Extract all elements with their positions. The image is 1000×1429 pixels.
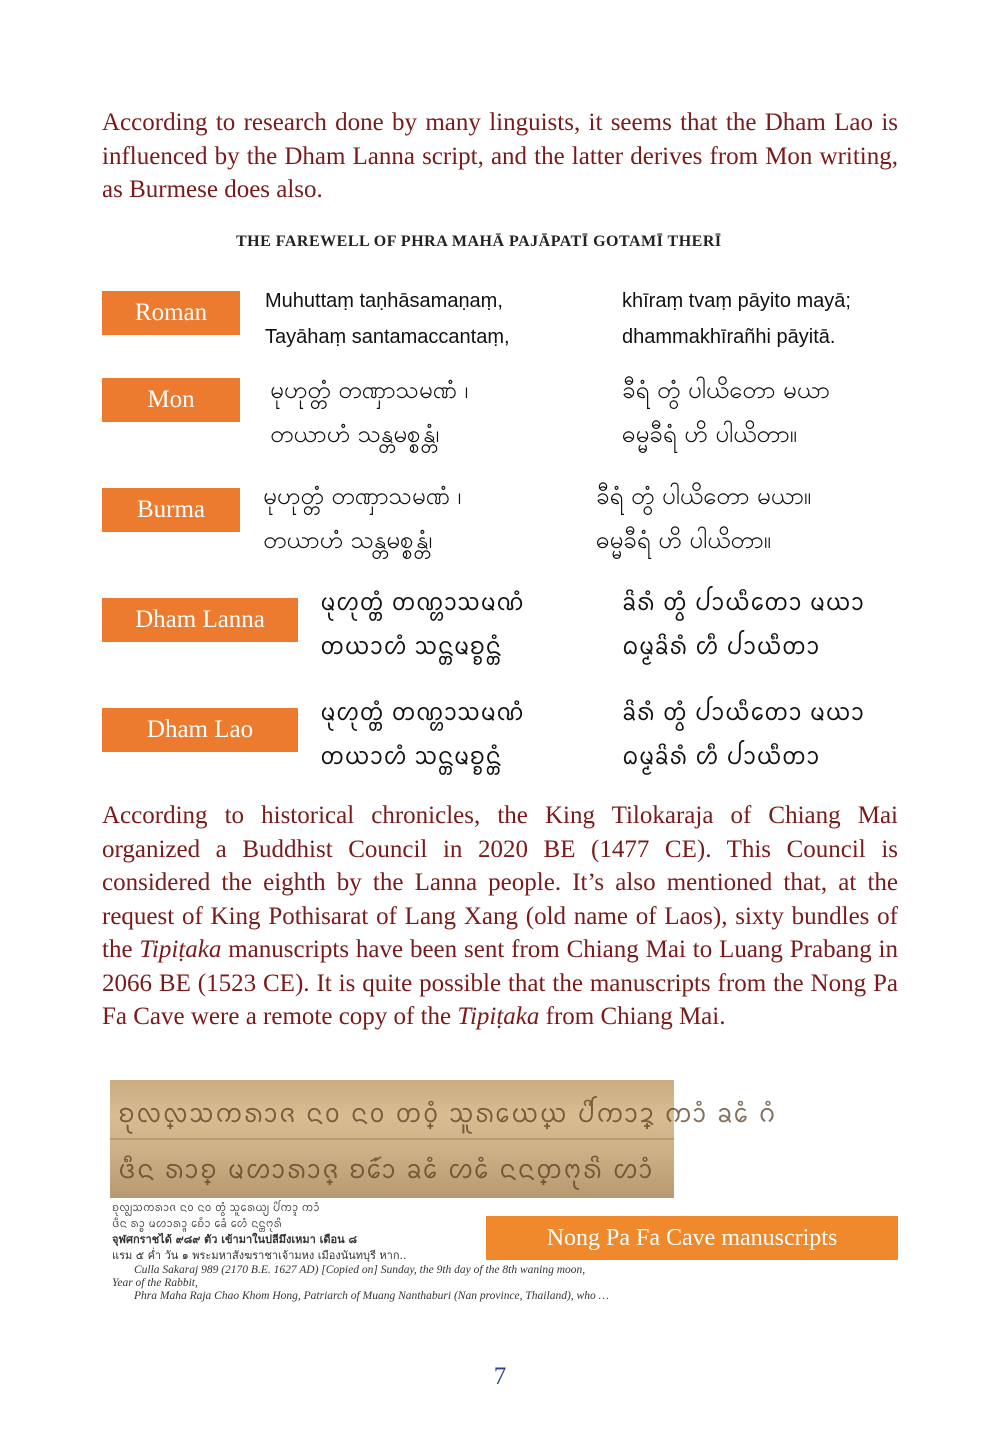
dham-lanna-left-line1: ᨾᩩᩉᩩᨲ᩠ᨲᩴ ᨲᨱ᩠ᩉᩣᩈᨾᨱᩴ: [320, 588, 525, 616]
transcript-english-line2: Year of the Rabbit,: [112, 1277, 198, 1289]
transcript-thai-line1: จุฬศกราชได้ ๙๘๙ ตัว เข้ามาในปลีมึงเหมา เดือน ๘: [112, 1233, 357, 1246]
transcript-english-line3: Phra Maha Raja Chao Khom Hong, Patriarch of Muang Nanthaburi (Nan province, Thailand), who …: [134, 1290, 609, 1302]
mon-right-line1: ခီရံ တွံ ပါယိတော မယာ: [622, 376, 830, 404]
burma-right-line2: ဓမ္မခီရံ ဟိ ပါယိတာ။: [596, 526, 771, 554]
manuscript-crack: [110, 1138, 674, 1140]
label-mon: Mon: [102, 378, 240, 422]
burma-left-line2: တယာဟံ သန္တမစ္စန္တံ၊: [263, 526, 433, 554]
dham-lanna-right-line2: ᨵᨾ᩠ᨾᨡᩦᩁᩴ ᩉᩥ ᨸᩣᨿᩥᨲᩣ: [622, 632, 820, 660]
mon-left-line2: တယာဟံ သန္တမစ္စန္တံ၊: [270, 420, 440, 448]
transcript-english-line1: Culla Sakaraj 989 (2170 B.E. 1627 AD) [Copied on] Sunday, the 9th day of the 8th waning moon,: [134, 1264, 586, 1276]
roman-left: [265, 283, 510, 355]
roman-left-line1: Muhuttaṃ taṇhāsamaṇaṃ,: [265, 290, 503, 312]
label-dham-lao: Dham Lao: [102, 708, 298, 752]
mon-right: [622, 368, 830, 456]
burma-left: [263, 474, 461, 562]
dham-lanna-right-line1: ᨡᩦᩁᩴ ᨲ᩠ᩅᩴ ᨸᩣᨿᩥᨲᩮᩣ ᨾᨿᩣ: [622, 588, 865, 616]
burma-right: [596, 474, 811, 562]
label-dham-lanna: Dham Lanna: [102, 598, 298, 642]
label-roman: Roman: [102, 291, 240, 335]
manuscript-line2: ᨴᩥᨶ ᩁᩣ᩠ᨧ ᨾᩉᩣᩁᩣ᩠ᨩ ᨧᩮᩢ᩶ᩣ ᨡᩮᩴ ᩉᩮᩴ ᨶᨶ᩠ᨲᨻᩩᩁᩦ ᩉᩣᩴ: [118, 1155, 654, 1185]
dham-lao-right-line2: ᨵᨾ᩠ᨾᨡᩦᩁᩴ ᩉᩥ ᨸᩣᨿᩥᨲᩣ: [622, 742, 820, 770]
dham-lanna-left: [320, 580, 524, 668]
mon-left-line1: မုဟုတ္တံ တဏှာသမဏံ ၊: [270, 376, 469, 404]
manuscript-line1: ᨧᩩᩃ᩠ᩃᩈᨠᩁᩣᨩ ᨶᩅ ᨶᩅ ᨲ᩠ᩅᩴ ᩈᩪᩁᩮᨿ᩠ᨿ ᨸᩦᨠᩣ᩠ᨯ ᨠᩣᩴ ᨡᩮᩴ ᨣᩴ: [118, 1099, 777, 1129]
dham-lao-left-line1: ᨾᩩᩉᩩᨲ᩠ᨲᩴ ᨲᨱ᩠ᩉᩣᩈᨾᨱᩴ: [320, 698, 525, 726]
mon-left: [270, 368, 468, 456]
transcript-script-line2: ᨴᩥᨶ ᩁᩣ᩠ᨧ ᨾᩉᩣᩁᩣ᩠ᨩ ᨧᩮᩢ᩶ᩣ ᨡᩮᩴ ᩉᩮᩴ ᨶᨶ᩠ᨲᨻᩩᩁᩦ: [112, 1217, 282, 1230]
page-number: 7: [493, 1363, 507, 1390]
burma-left-line1: မုဟုတ္တံ တဏှာသမဏံ ၊: [263, 482, 462, 510]
dham-lao-left: [320, 690, 524, 778]
tipitaka-term-1: Tipiṭaka: [139, 936, 222, 963]
dham-lanna-left-line2: ᨲᨿᩣᩉᩴ ᩈᨶ᩠ᨲᨾᨧ᩠ᨧᨶ᩠ᨲᩴ: [320, 632, 502, 660]
roman-right: [622, 283, 851, 355]
dham-lao-right: [622, 690, 864, 778]
verse-caption: THE FAREWELL OF PHRA MAHĀ PAJĀPATĪ GOTAMĪ THERĪ: [236, 233, 722, 250]
roman-left-line2: Tayāhaṃ santamaccantaṃ,: [265, 326, 510, 348]
roman-right-line1: khīraṃ tvaṃ pāyito mayā;: [622, 290, 851, 312]
history-text-2: manuscripts have been sent from Chiang Mai to Luang Prabang in 2066 BE (1523 CE). It is quite possible that the manuscripts from the Nong Pa Fa Cave were a remote copy of the: [102, 936, 899, 1030]
roman-right-line2: dhammakhīrañhi pāyitā.: [622, 326, 836, 348]
dham-lao-right-line1: ᨡᩦᩁᩴ ᨲ᩠ᩅᩴ ᨸᩣᨿᩥᨲᩮᩣ ᨾᨿᩣ: [622, 698, 865, 726]
transcript-script-line1: ᨧᩩᩃ᩠ᩃᩈᨠᩁᩣᨩ ᨶᩅ ᨶᩅ ᨲ᩠ᩅᩴ ᩈᩪᩁᩮᨿ᩠ᨿ ᨸᩦᨠᩣ᩠ᨯ ᨠᩣᩴ: [112, 1201, 320, 1214]
burma-right-line1: ခီရံ တွံ ပါယိတော မယာ။: [596, 482, 812, 510]
transcript-thai-line2: แรม ๕ ค่ำ วัน ๑ พระมหาสังฆราชาเจ้ามหง เมืองนันทบุรี หาก..: [112, 1249, 407, 1262]
mon-right-line2: ဓမ္မခီရံ ဟိ ပါယိတာ။: [622, 420, 797, 448]
manuscript-photo: [110, 1080, 777, 1198]
history-text-3: from Chiang Mai.: [539, 1003, 726, 1030]
intro-paragraph: According to research done by many linguists, it seems that the Dham Lao is influenced by the Dham Lanna script, and the latter derives from Mon writing, as Burmese does also.: [102, 109, 898, 203]
label-burma: Burma: [102, 488, 240, 532]
dham-lanna-right: [622, 580, 864, 668]
dham-lao-left-line2: ᨲᨿᩣᩉᩴ ᩈᨶ᩠ᨲᨾᨧ᩠ᨧᨶ᩠ᨲᩴ: [320, 742, 502, 770]
history-paragraph: [102, 799, 898, 1034]
history-text-1: According to historical chronicles, the King Tilokaraja of Chiang Mai organized a Buddhist Council in 2020 BE (1477 CE). This Council is considered the eighth by the Lanna people. It’s also mentioned that, at the request of King Pothisarat of Lang Xang (old name of Laos), sixty bundles of the: [102, 802, 898, 963]
tipitaka-term-2: Tipiṭaka: [457, 1003, 540, 1030]
manuscript-caption-label: Nong Pa Fa Cave manuscripts: [486, 1216, 898, 1260]
